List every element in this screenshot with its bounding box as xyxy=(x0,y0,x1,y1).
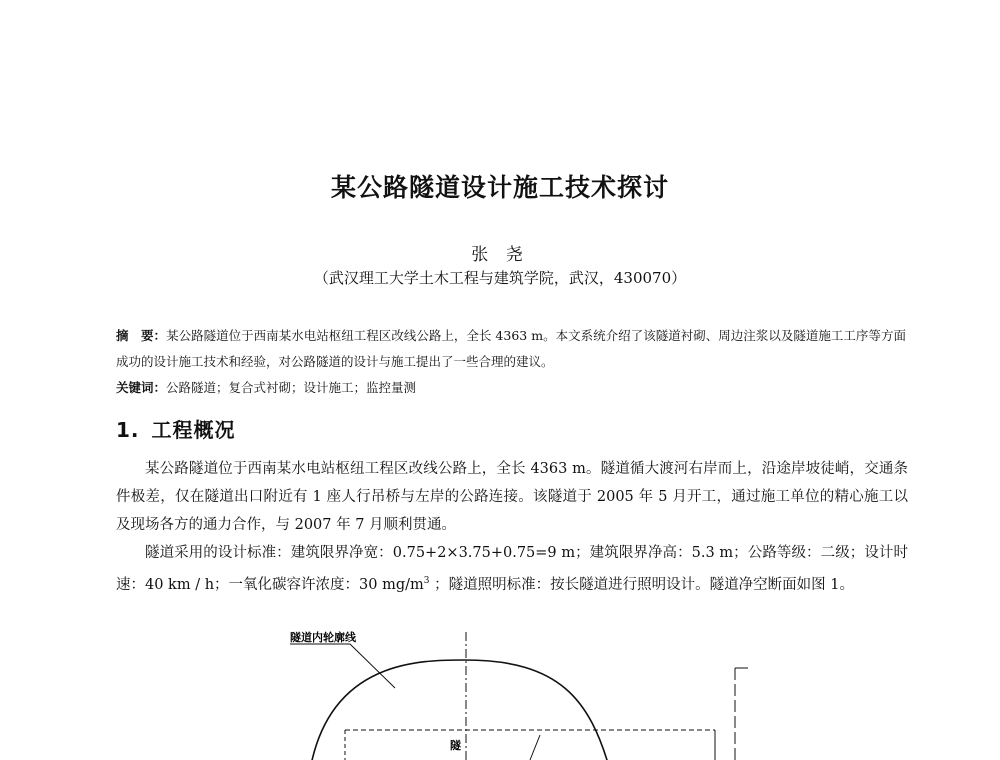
leader-line xyxy=(350,644,395,688)
section-heading xyxy=(116,414,236,443)
abstract xyxy=(116,323,906,375)
abstract-label: 摘 要： xyxy=(116,328,167,343)
keywords xyxy=(116,378,906,396)
section-title: 工程概况 xyxy=(151,418,236,442)
tunnel-arch-outline xyxy=(310,660,610,760)
body-paragraph-1: 某公路隧道位于西南某水电站枢纽工程区改线公路上，全长 4363 m。隧道循大渡河右岸而上，沿途岸坡徒峭，交通条件极差，仅在隧道出口附近有 1 座人行吊桥与左岸的公路连接。该隧道于 2005 年 5 月开工，通过施工单位的精心施工以及现场各方的通力合作，与 2007 年 7 月顺利贯通。 xyxy=(116,461,908,533)
inner-line xyxy=(530,735,540,760)
keywords-text: 公路隧道；复合式衬砌；设计施工；监控量测 xyxy=(166,380,417,395)
para2-part-a: 隧道采用的设计标准：建筑限界净宽：0.75+2×3.75+0.75=9 m；建筑限界净高：5.3 m；公路等级：二级；设计时速：40 km / h；一氧化碳容许浓度：30 mg/m xyxy=(116,545,908,593)
body-paragraph-2 xyxy=(116,539,908,599)
author-affiliation: （武汉理工大学土木工程与建筑学院，武汉，430070） xyxy=(313,269,687,287)
author-name: 张 尧 xyxy=(471,245,529,265)
section-number: 1. xyxy=(116,418,140,442)
abstract-text: 某公路隧道位于西南某水电站枢纽工程区改线公路上，全长 4363 m。本文系统介绍了该隧道衬砌、周边注浆以及隧道施工工序等方面成功的设计施工技术和经验，对公路隧道的设计与施工提出了一些合理的建议。 xyxy=(116,328,906,369)
outline-label: 隧道内轮廓线 xyxy=(290,631,356,644)
keywords-label: 关键词： xyxy=(116,380,167,395)
para2-superscript: 3 xyxy=(423,576,430,586)
center-label: 隧 xyxy=(450,739,461,752)
paper-title: 某公路隧道设计施工技术探讨 xyxy=(330,173,669,202)
para2-part-b: ；隧道照明标准：按长隧道进行照明设计。隧道净空断面如图 1。 xyxy=(429,576,854,593)
